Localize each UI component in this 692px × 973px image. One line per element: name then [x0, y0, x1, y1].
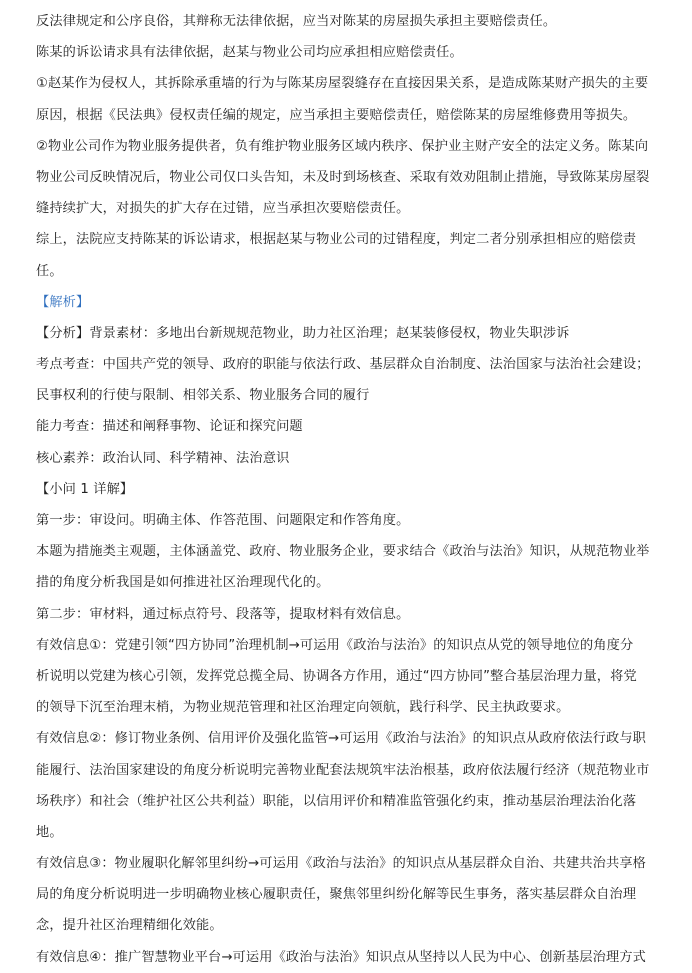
text-line: 民事权利的行使与限制、相邻关系、物业服务合同的履行 — [36, 388, 370, 404]
text-line: 的领导下沉至治理末梢，为物业规范管理和社区治理定向领航，践行科学、民主执政要求。 — [36, 700, 570, 716]
text-line: 反法律规定和公序良俗，其辩称无法律依据，应当对陈某的房屋损失承担主要赔偿责任。 — [36, 14, 557, 29]
text-line: 念，提升社区治理精细化效能。 — [36, 918, 223, 934]
text-line: 【分析】背景素材：多地出台新规规范物业，助力社区治理；赵某装修侵权，物业失职涉诉 — [36, 325, 570, 341]
text-line: ②物业公司作为物业服务提供者，负有维护物业服务区域内秩序、保护业主财产安全的法定义务。陈某向 — [36, 138, 649, 154]
section-heading: 【解析】 — [36, 294, 90, 310]
text-line: 有效信息③：物业履职化解邻里纠纷→可运用《政治与法治》的知识点从基层群众自治、共建共治共享格 — [36, 856, 647, 872]
text-line: 【小问 1 详解】 — [36, 481, 134, 497]
text-line: 措的角度分析我国是如何推进社区治理现代化的。 — [36, 575, 330, 591]
document-body — [36, 6, 676, 973]
text-line: 原因，根据《民法典》侵权责任编的规定，应当承担主要赔偿责任，赔偿陈某的房屋维修费用等损失。 — [36, 107, 637, 123]
text-line: 考点考查：中国共产党的领导、政府的职能与依法行政、基层群众自治制度、法治国家与法治社会建设； — [36, 357, 650, 373]
text-line: 本题为措施类主观题，主体涵盖党、政府、物业服务企业，要求结合《政治与法治》知识，从规范物业举 — [36, 544, 650, 560]
text-line: 第二步：审材料，通过标点符号、段落等，提取材料有效信息。 — [36, 606, 410, 622]
text-line: 局的角度分析说明进一步明确物业核心履职责任，聚焦邻里纠纷化解等民生事务，落实基层群众自治理 — [36, 887, 637, 903]
text-line: ①赵某作为侵权人，其拆除承重墙的行为与陈某房屋裂缝存在直接因果关系，是造成陈某财产损失的主要 — [36, 76, 649, 92]
text-line: 析说明以党建为核心引领，发挥党总揽全局、协调各方作用，通过“四方协同”整合基层治理力量，将党 — [36, 668, 637, 684]
text-line: 能力考查：描述和阐释事物、论证和探究问题 — [36, 419, 303, 435]
text-line: 有效信息①：党建引领“四方协同”治理机制→可运用《政治与法治》的知识点从党的领导地位的角度分 — [36, 637, 634, 653]
text-line: 能履行、法治国家建设的角度分析说明完善物业配套法规筑牢法治根基，政府依法履行经济（规范物业市 — [36, 762, 650, 778]
text-line: 任。 — [36, 263, 63, 279]
text-line: 陈某的诉讼请求具有法律依据，赵某与物业公司均应承担相应赔偿责任。 — [36, 45, 463, 61]
text-line: 第一步：审设问。明确主体、作答范围、问题限定和作答角度。 — [36, 513, 410, 528]
text-line: 有效信息④：推广智慧物业平台→可运用《政治与法治》知识点从坚持以人民为中心、创新基层治理方式 — [36, 949, 647, 965]
text-line: 物业公司反映情况后，物业公司仅口头告知，未及时到场核查、采取有效劝阻制止措施，导致陈某房屋裂 — [36, 169, 650, 185]
text-line: 缝持续扩大，对损失的扩大存在过错，应当承担次要赔偿责任。 — [36, 201, 410, 217]
text-line: 场秩序）和社会（维护社区公共利益）职能，以信用评价和精准监管强化约束，推动基层治理法治化落 — [36, 793, 637, 809]
text-line: 核心素养：政治认同、科学精神、法治意识 — [36, 450, 290, 466]
text-line: 有效信息②：修订物业条例、信用评价及强化监管→可运用《政治与法治》的知识点从政府依法行政与职 — [36, 731, 647, 747]
text-line: 地。 — [36, 824, 63, 840]
text-line: 综上，法院应支持陈某的诉讼请求，根据赵某与物业公司的过错程度，判定二者分别承担相应的赔偿责 — [36, 232, 637, 248]
